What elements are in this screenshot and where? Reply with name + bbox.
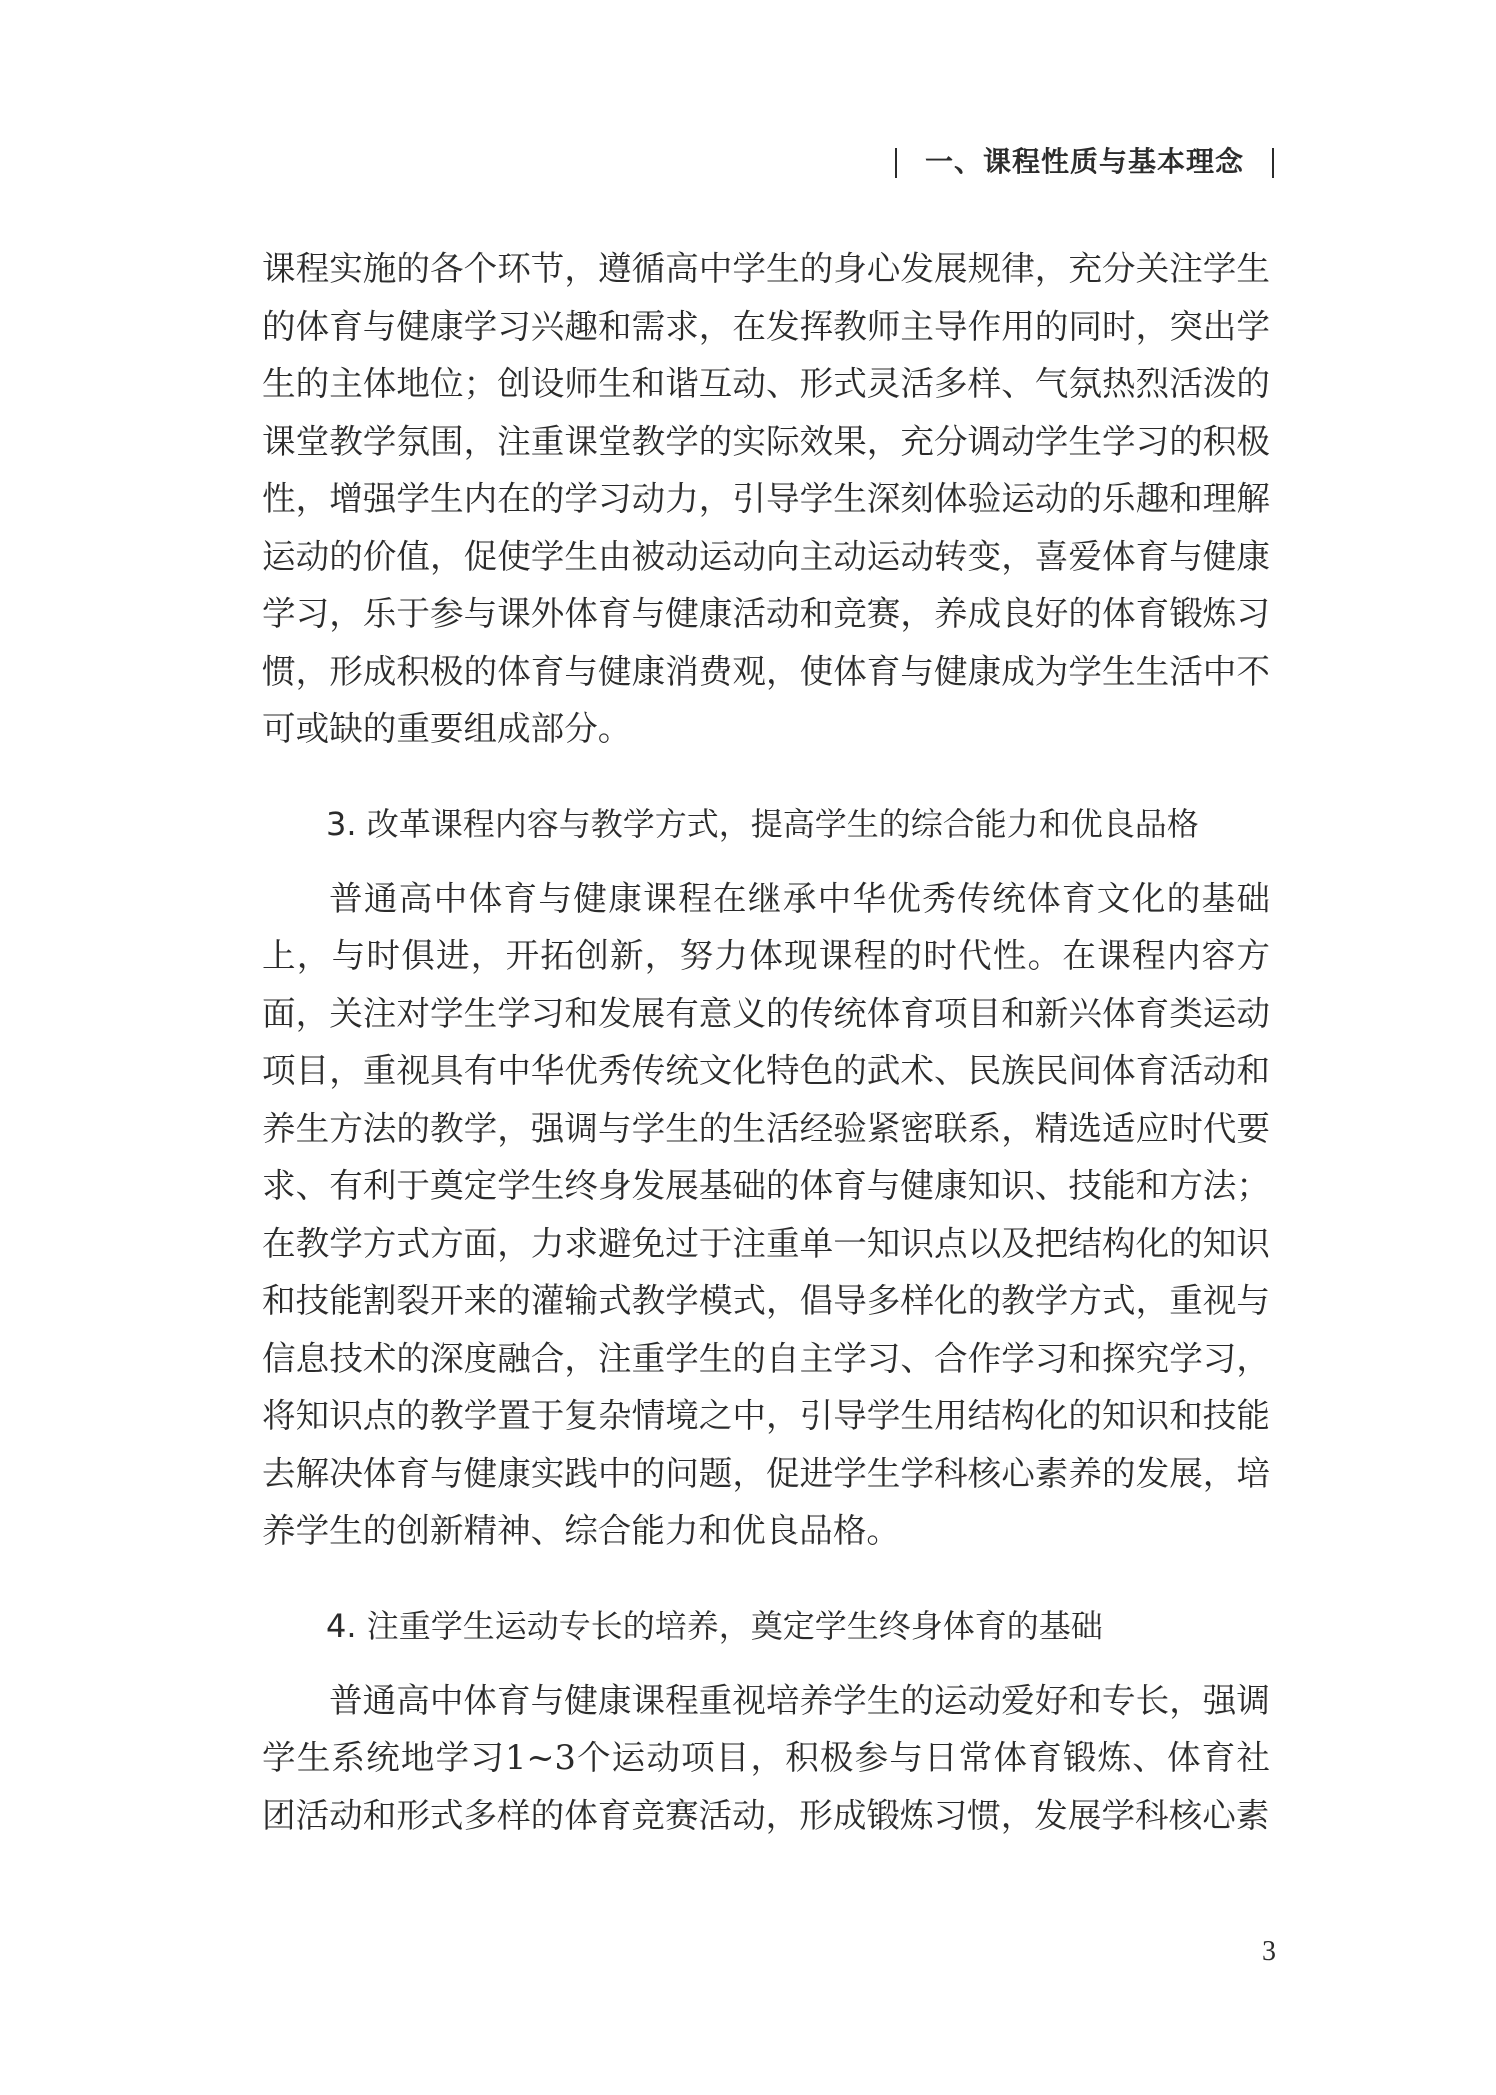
- header-divider-left: [895, 148, 897, 178]
- running-header: [895, 140, 1274, 180]
- page-body: [262, 240, 1270, 1844]
- paragraph-continued: 课程实施的各个环节，遵循高中学生的身心发展规律，充分关注学生的体育与健康学习兴趣和需求，在发挥教师主导作用的同时，突出学生的主体地位；创设师生和谐互动、形式灵活多样、气氛热烈活泼的课堂教学氛围，注重课堂教学的实际效果，充分调动学生学习的积极性，增强学生内在的学习动力，引导学生深刻体验运动的乐趣和理解运动的价值，促使学生由被动运动向主动运动转变，喜爱体育与健康学习，乐于参与课外体育与健康活动和竞赛，养成良好的体育锻炼习惯，形成积极的体育与健康消费观，使体育与健康成为学生生活中不可或缺的重要组成部分。: [262, 249, 1270, 748]
- section-3-paragraph: 普通高中体育与健康课程在继承中华优秀传统体育文化的基础上，与时俱进，开拓创新，努力体现课程的时代性。在课程内容方面，关注对学生学习和发展有意义的传统体育项目和新兴体育类运动项目，重视具有中华优秀传统文化特色的武术、民族民间体育活动和养生方法的教学，强调与学生的生活经验紧密联系，精选适应时代要求、有利于奠定学生终身发展基础的体育与健康知识、技能和方法；在教学方式方面，力求避免过于注重单一知识点以及把结构化的知识和技能割裂开来的灌输式教学模式，倡导多样化的教学方式，重视与信息技术的深度融合，注重学生的自主学习、合作学习和探究学习，将知识点的教学置于复杂情境之中，引导学生用结构化的知识和技能去解决体育与健康实践中的问题，促进学生学科核心素养的发展，培养学生的创新精神、综合能力和优良品格。: [262, 878, 1270, 1550]
- header-divider-right: [1272, 148, 1274, 178]
- chapter-title: 一、课程性质与基本理念: [924, 145, 1244, 178]
- section-heading-4: 4. 注重学生运动专长的培养，奠定学生终身体育的基础: [326, 1606, 1103, 1645]
- page-number: 3: [1262, 1936, 1276, 1967]
- section-heading-3: 3. 改革课程内容与教学方式，提高学生的综合能力和优良品格: [326, 804, 1199, 843]
- section-4-paragraph: 普通高中体育与健康课程重视培养学生的运动爱好和专长，强调学生系统地学习1~3个运动项目，积极参与日常体育锻炼、体育社团活动和形式多样的体育竞赛活动，形成锻炼习惯，发展学科核心素: [262, 1680, 1270, 1835]
